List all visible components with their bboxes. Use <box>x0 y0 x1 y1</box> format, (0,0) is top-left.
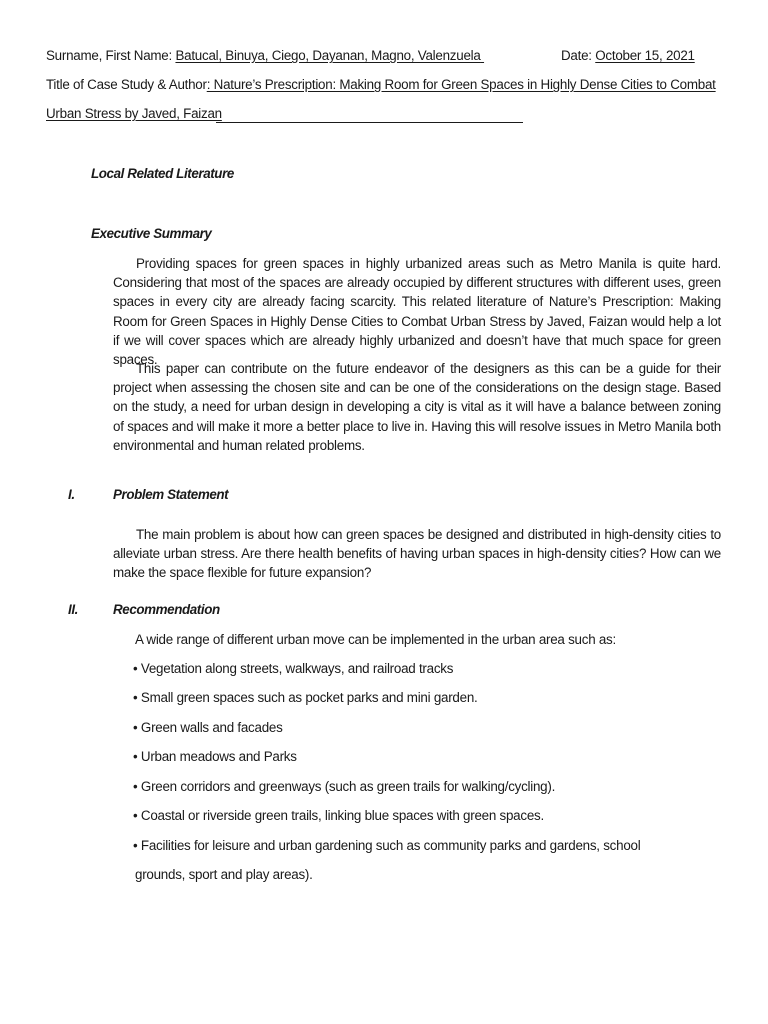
title-line-2 <box>46 106 222 121</box>
problem-statement-heading: Problem Statement <box>113 487 229 502</box>
recommendation-intro: A wide range of different urban move can be implemented in the urban area such as: <box>135 632 616 647</box>
problem-statement-paragraph: The main problem is about how can green spaces be designed and distributed in high-density cities to alleviate urban stress. Are there health benefits of having urban spaces in high-density cities? How can we make the space flexible for future expansion? <box>113 527 721 581</box>
title-underline <box>216 122 523 123</box>
title-value-line2: Urban Stress by Javed, Faizan <box>46 106 222 121</box>
list-item: • Green walls and facades <box>133 720 283 735</box>
list-item: • Vegetation along streets, walkways, and railroad tracks <box>133 661 454 676</box>
section-numeral-2: II. <box>68 602 78 617</box>
executive-summary-paragraph-2: This paper can contribute on the future endeavor of the designers as this can be a guide for their project when assessing the chosen site and can be one of the considerations on the design stage. Based on the study, a need for urban design in developing a city is vital as it will have a balance between zoning of spaces and will make it more a better place to live in. Having this will resolve issues in Metro Manila both environmental and human related problems. <box>113 361 721 453</box>
title-line <box>46 77 716 92</box>
section-numeral-1: I. <box>68 487 75 502</box>
recommendation-heading: Recommendation <box>113 602 220 617</box>
title-value-line1: : Nature’s Prescription: Making Room for Green Spaces in Highly Dense Cities to Combat <box>206 77 716 92</box>
list-item: • Green corridors and greenways (such as green trails for walking/cycling). <box>133 779 556 794</box>
date-line <box>561 48 695 63</box>
date-value: October 15, 2021 <box>595 48 695 63</box>
local-related-literature-heading: Local Related Literature <box>91 166 234 181</box>
title-label: Title of Case Study & Author <box>46 77 207 92</box>
name-value: Batucal, Binuya, Ciego, Dayanan, Magno, Valenzuela <box>175 48 481 63</box>
list-item: • Coastal or riverside green trails, linking blue spaces with green spaces. <box>133 808 544 823</box>
executive-summary-heading: Executive Summary <box>91 226 212 241</box>
executive-summary-paragraph-1: Providing spaces for green spaces in highly urbanized areas such as Metro Manila is quite hard. Considering that most of the spaces are already occupied by different structures with different uses, green spaces in every city are already facing scarcity. This related literature of Nature’s Prescription: Making Room for Green Spaces in Highly Dense Cities to Combat Urban Stress by Javed, Faizan would help a lot if we will cover spaces which are already highly urbanized and doesn’t have that much space for green spaces. <box>113 256 721 368</box>
list-item: • Urban meadows and Parks <box>133 749 297 764</box>
list-item-continuation: grounds, sport and play areas). <box>135 867 313 882</box>
date-label: Date: <box>561 48 592 63</box>
name-label: Surname, First Name: <box>46 48 172 63</box>
name-line <box>46 48 484 63</box>
list-item: • Facilities for leisure and urban gardening such as community parks and gardens, school <box>133 838 641 853</box>
list-item: • Small green spaces such as pocket parks and mini garden. <box>133 690 478 705</box>
